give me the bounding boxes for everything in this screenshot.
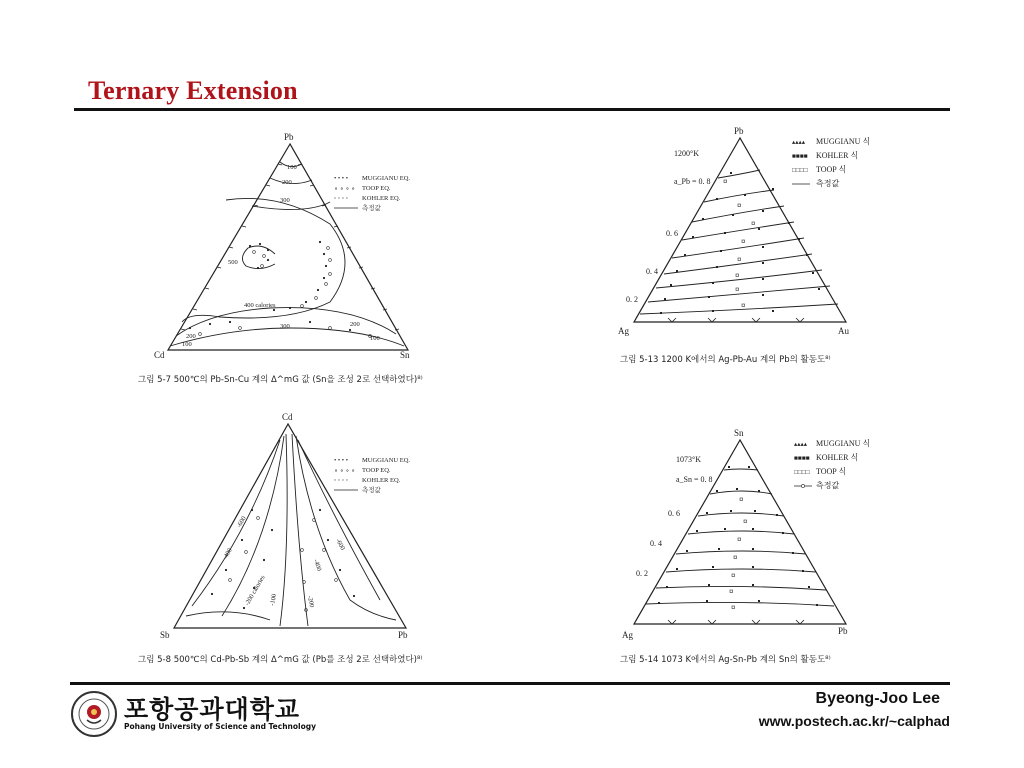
fig2-tick-label: 0. 4 xyxy=(646,267,658,276)
fig4-legend-kohler: KOHLER 식 xyxy=(816,453,859,462)
fig3-legend-toop: TOOP EQ. xyxy=(362,467,391,474)
fig3-right-label: Pb xyxy=(398,630,408,640)
svg-text:▴▴▴▴: ▴▴▴▴ xyxy=(794,441,808,448)
fig3-caption: 그림 5-8 500℃의 Cd-Pb-Sb 계의 Δ^mG 값 (Pb를 조성 2로 선택하였다)⁸⁾ xyxy=(138,655,423,665)
fig2-caption: 그림 5-13 1200 K에서의 Ag-Pb-Au 계의 Pb의 활동도⁸⁾ xyxy=(620,355,831,365)
fig1-contour-label: 100 xyxy=(287,164,297,171)
footer-divider xyxy=(70,682,950,685)
fig4-temperature: 1073°K xyxy=(676,455,701,464)
fig4-legend xyxy=(794,438,870,490)
fig4-tick-label: 0. 4 xyxy=(650,539,662,548)
fig3-contour-label: -400 xyxy=(312,558,323,572)
fig3-legend-muggianu: MUGGIANU EQ. xyxy=(362,457,411,464)
fig1-contour-label: 100 xyxy=(370,335,380,342)
fig1-contour-label: 300 xyxy=(280,197,290,204)
fig4-legend-muggianu: MUGGIANU 식 xyxy=(816,439,871,448)
fig4-tick-label: 0. 6 xyxy=(668,509,680,518)
fig3-contour-label: -200 xyxy=(306,595,315,609)
fig3-contour-label: -600 xyxy=(334,537,347,552)
figure-5-8 xyxy=(130,410,460,670)
fig1-top-label: Pb xyxy=(284,132,294,142)
fig4-top-label: Sn xyxy=(734,428,744,438)
university-seal-icon xyxy=(70,690,118,742)
fig1-contour-label: 500 xyxy=(228,259,238,266)
university-name-english: Pohang University of Science and Technology xyxy=(124,722,317,731)
svg-text:□□□□: □□□□ xyxy=(792,167,808,174)
fig3-legend-kohler: KOHLER EQ. xyxy=(362,477,401,484)
fig1-legend xyxy=(334,175,410,212)
fig1-legend-measured: 측정값 xyxy=(362,205,381,212)
fig2-legend-toop: TOOP 식 xyxy=(816,165,847,174)
fig2-legend-kohler: KOHLER 식 xyxy=(816,151,859,160)
svg-text:▴▴▴▴: ▴▴▴▴ xyxy=(792,139,806,146)
svg-text:■■■■: ■■■■ xyxy=(794,455,810,462)
fig3-contour-label: -600 xyxy=(235,515,248,529)
fig3-legend-measured: 측정값 xyxy=(362,487,381,494)
fig2-tick-label: 0. 6 xyxy=(666,229,678,238)
fig4-left-label: Ag xyxy=(622,630,633,640)
svg-text:∘ ∘ ∘ ∘: ∘ ∘ ∘ ∘ xyxy=(334,467,356,474)
figure-5-7 xyxy=(130,132,460,390)
fig1-right-label: Sn xyxy=(400,350,410,360)
fig3-contour-label: -400 xyxy=(221,547,234,561)
author-name: Byeong-Joo Lee xyxy=(815,690,940,707)
svg-text:□□□□: □□□□ xyxy=(794,469,810,476)
fig1-legend-toop: TOOP EQ. xyxy=(362,185,391,192)
fig4-legend-toop: TOOP 식 xyxy=(816,467,847,476)
fig2-activity-label: a_Pb = 0. 8 xyxy=(674,177,711,186)
fig1-contour-label: 200 xyxy=(282,179,292,186)
svg-text:• • • •: • • • • xyxy=(334,175,348,182)
fig1-legend-kohler: KOHLER EQ. xyxy=(362,195,401,202)
university-name-korean: 포항공과대학교 xyxy=(124,695,301,724)
svg-text:∘ ∘ ∘ ∘: ∘ ∘ ∘ ∘ xyxy=(334,185,356,192)
title-divider xyxy=(74,108,950,111)
fig3-left-label: Sb xyxy=(160,630,170,640)
slide-title: Ternary Extension xyxy=(88,76,298,105)
fig3-contour-label: -200 calories xyxy=(243,574,267,607)
fig1-left-label: Cd xyxy=(154,350,165,360)
fig1-contour-label: 100 xyxy=(182,341,192,348)
figure-5-14 xyxy=(612,428,892,670)
fig2-right-label: Au xyxy=(838,326,849,336)
figure-5-13 xyxy=(612,126,892,374)
fig1-contour-label: 300 xyxy=(280,323,290,330)
svg-text:◦ ◦ ◦ ◦: ◦ ◦ ◦ ◦ xyxy=(334,195,349,202)
svg-text:■■■■: ■■■■ xyxy=(792,153,808,160)
fig2-temperature: 1200°K xyxy=(674,149,699,158)
fig2-tick-label: 0. 2 xyxy=(626,295,638,304)
svg-text:◦ ◦ ◦ ◦: ◦ ◦ ◦ ◦ xyxy=(334,477,349,484)
fig3-legend xyxy=(334,457,410,494)
fig4-right-label: Pb xyxy=(838,626,848,636)
fig1-caption: 그림 5-7 500℃의 Pb-Sn-Cu 계의 Δ^mG 값 (Sn을 조성 2로 선택하였다)⁸⁾ xyxy=(138,375,423,385)
svg-text:• • • •: • • • • xyxy=(334,457,348,464)
fig1-contour-label: 400 calories xyxy=(244,302,276,309)
fig2-legend-muggianu: MUGGIANU 식 xyxy=(816,137,871,146)
fig3-contour-label: -100 xyxy=(269,593,279,607)
fig3-top-label: Cd xyxy=(282,412,293,422)
fig2-legend xyxy=(792,136,870,188)
fig1-legend-muggianu: MUGGIANU EQ. xyxy=(362,175,411,182)
fig4-activity-label: a_Sn = 0. 8 xyxy=(676,475,713,484)
fig2-legend-measured: 측정값 xyxy=(816,179,840,188)
website-url[interactable]: www.postech.ac.kr/~calphad xyxy=(758,713,950,729)
fig2-left-label: Ag xyxy=(618,326,629,336)
fig4-caption: 그림 5-14 1073 K에서의 Ag-Sn-Pb 계의 Sn의 활동도⁸⁾ xyxy=(620,655,831,665)
fig4-legend-measured: 측정값 xyxy=(816,481,840,490)
fig1-contour-label: 200 xyxy=(350,321,360,328)
fig4-tick-label: 0. 2 xyxy=(636,569,648,578)
fig1-contour-label: 200 xyxy=(186,333,196,340)
fig2-top-label: Pb xyxy=(734,126,744,136)
